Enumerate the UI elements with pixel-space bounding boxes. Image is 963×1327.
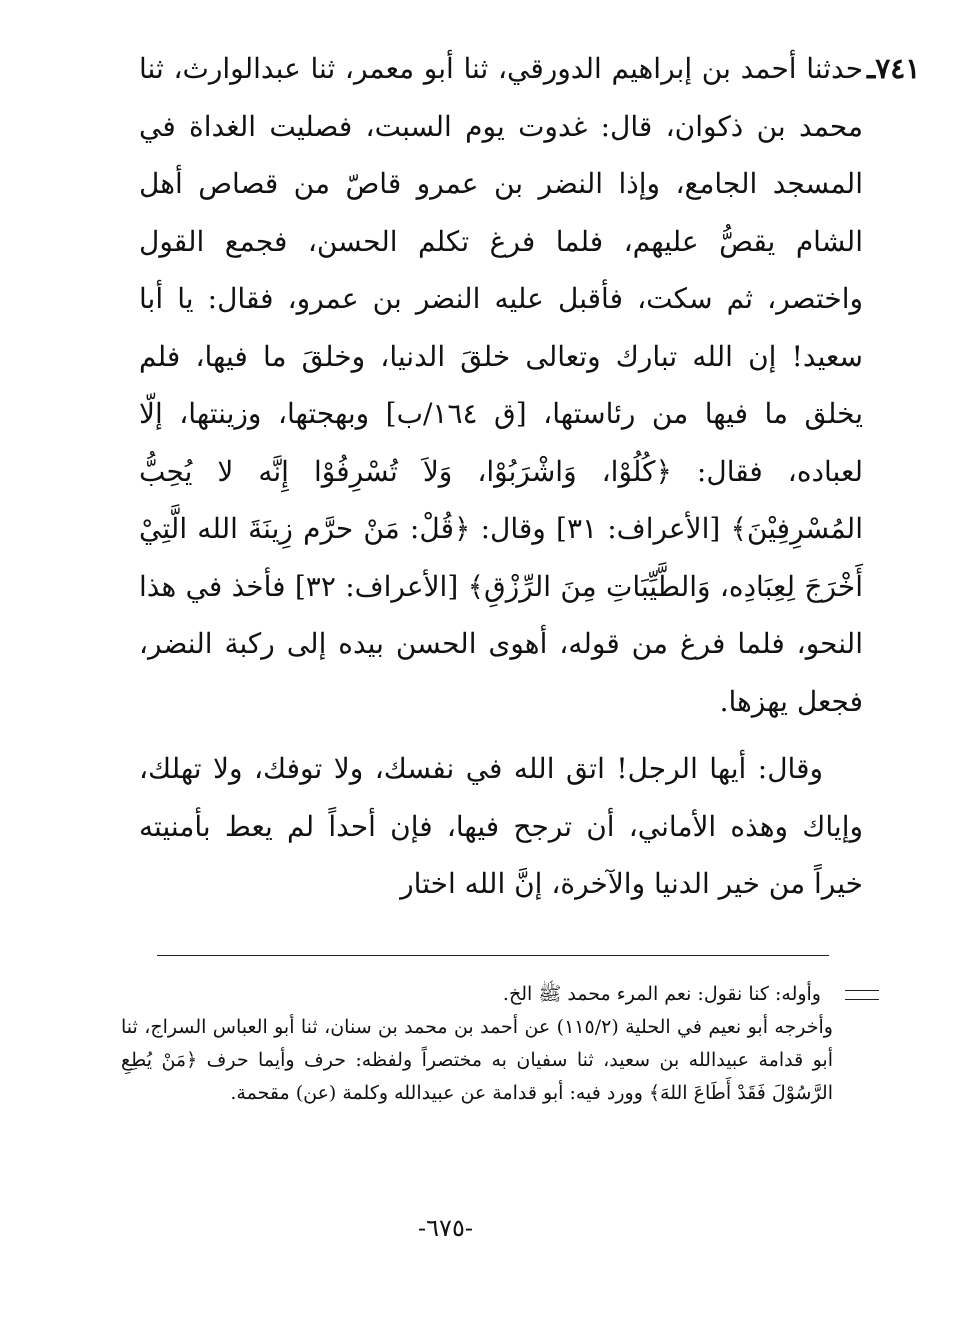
footnotes [121, 978, 833, 1110]
page-number: -٦٧٥- [418, 1214, 473, 1242]
footnote-line-1: وأوله: كنا نقول: نعم المرء محمد ﷺ الخ. [502, 983, 821, 1005]
hadith-paragraph-1: حدثنا أحمد بن إبراهيم الدورقي، ثنا أبو معمر، ثنا عبدالوارث، ثنا محمد بن ذكوان، قال: غدوت يوم السبت، فصليت الغداة في المسجد الجامع، وإذا النضر بن عمرو قاصّ من قصاص أهل الشام يقصُّ عليهم، فلما فرغ تكلم الحسن، فجمع القول واختصر، ثم سكت، فأقبل عليه النضر بن عمرو، فقال: يا أبا سعيد! إن الله تبارك وتعالى خلقَ الدنيا، وخلقَ ما فيها، فلم يخلق ما فيها من رئاستها، [ق ١٦٤/ب] وبهجتها، وزينتها، إلّا لعباده، فقال: ﴿كُلُوْا، وَاشْرَبُوْا، وَلاَ تُسْرِفُوْا إِنَّه لا يُحِبُّ المُسْرِفِيْنَ﴾ [الأعراف: ٣١] وقال: ﴿قُلْ: مَنْ حرَّم زِينَةَ الله الَّتِيْ أَخْرَجَ لِعِبَادِه، وَالطَّيِّبَاتِ مِنَ الرِّزْقِ﴾ [الأعراف: ٣٢] فأخذ في هذا النحو، فلما فرغ من قوله، أهوى الحسن بيده إلى ركبة النضر، فجعل يهزها. [139, 52, 864, 718]
hadith-number: ٧٤١ـ [867, 52, 921, 85]
hadith-paragraph-2: وقال: أيها الرجل! اتق الله في نفسك، ولا توفك، ولا تهلك، وإياك وهذه الأماني، أن ترجح فيها، فإن أحداً لم يعط بأمنيته خيراً من خير الدنيا والآخرة، إنَّ الله اختار [139, 752, 863, 900]
footnote-continuation-mark [845, 990, 879, 1000]
footnote-separator [157, 955, 829, 956]
footnote-line-2: وأخرجه أبو نعيم في الحلية (١١٥/٢) عن أحمد بن محمد بن سنان، ثنا أبو العباس السراج، ثنا أبو قدامة عبيدالله بن سعيد، ثنا سفيان به مختصراً ولفظه: حرف وأيما حرف ﴿مَنْ يُطِعِ الرَّسُوْلَ فَقَدْ أَطَاعَ اللهَ﴾ وورد فيه: أبو قدامة عن عبيدالله وكلمة (عن) مقحمة. [121, 1016, 833, 1104]
hadith-body [139, 40, 921, 913]
